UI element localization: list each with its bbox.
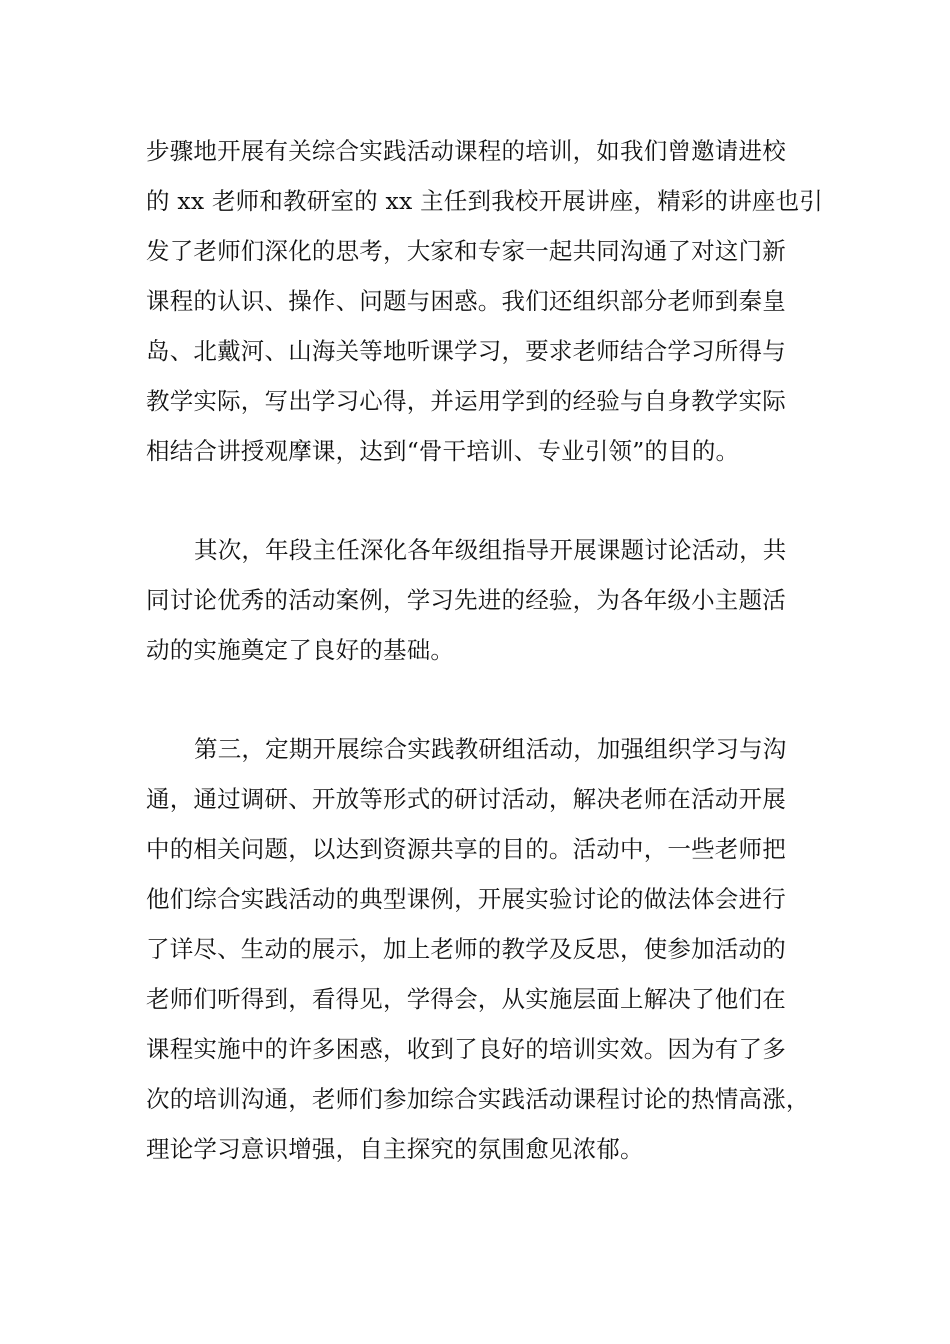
text-line: 发了老师们深化的思考，大家和专家一起共同沟通了对这门新 <box>146 237 786 265</box>
text-line: 岛、北戴河、山海关等地听课学习，要求老师结合学习所得与 <box>146 337 786 365</box>
text-line: 中的相关问题，以达到资源共享的目的。活动中，一些老师把 <box>146 835 786 863</box>
text-line: 课程实施中的许多困惑，收到了良好的培训实效。因为有了多 <box>146 1035 786 1063</box>
paragraph-third <box>146 724 810 1174</box>
text-line: 同讨论优秀的活动案例，学习先进的经验，为各年级小主题活 <box>146 586 786 614</box>
text-line: 动的实施奠定了良好的基础。 <box>146 636 455 664</box>
text-line: 老师们听得到，看得见，学得会，从实施层面上解决了他们在 <box>146 985 786 1013</box>
text-line: 他们综合实践活动的典型课例，开展实验讨论的做法体会进行 <box>146 885 786 913</box>
text-line: 其次，年段主任深化各年级组指导开展课题讨论活动，共 <box>194 536 787 564</box>
text-line: 课程的认识、操作、问题与困惑。我们还组织部分老师到秦皇 <box>146 287 786 315</box>
text-line: 教学实际，写出学习心得，并运用学到的经验与自身教学实际 <box>146 387 786 415</box>
text-line: 理论学习意识增强，自主探究的氛围愈见浓郁。 <box>146 1135 644 1163</box>
text-line: 步骤地开展有关综合实践活动课程的培训，如我们曾邀请进校 <box>146 137 786 165</box>
paragraph-continuation <box>146 126 823 476</box>
text-line: 了详尽、生动的展示，加上老师的教学及反思，使参加活动的 <box>146 935 786 963</box>
paragraph-second <box>146 525 806 675</box>
text-line: 相结合讲授观摩课，达到“骨干培训、专业引领”的目的。 <box>146 437 740 465</box>
text-line: 通，通过调研、开放等形式的研讨活动，解决老师在活动开展 <box>146 785 786 813</box>
text-line: 的 xx 老师和教研室的 xx 主任到我校开展讲座，精彩的讲座也引 <box>146 187 823 215</box>
text-line: 第三，定期开展综合实践教研组活动，加强组织学习与沟 <box>194 735 787 763</box>
text-line: 次的培训沟通，老师们参加综合实践活动课程讨论的热情高涨， <box>146 1085 810 1113</box>
